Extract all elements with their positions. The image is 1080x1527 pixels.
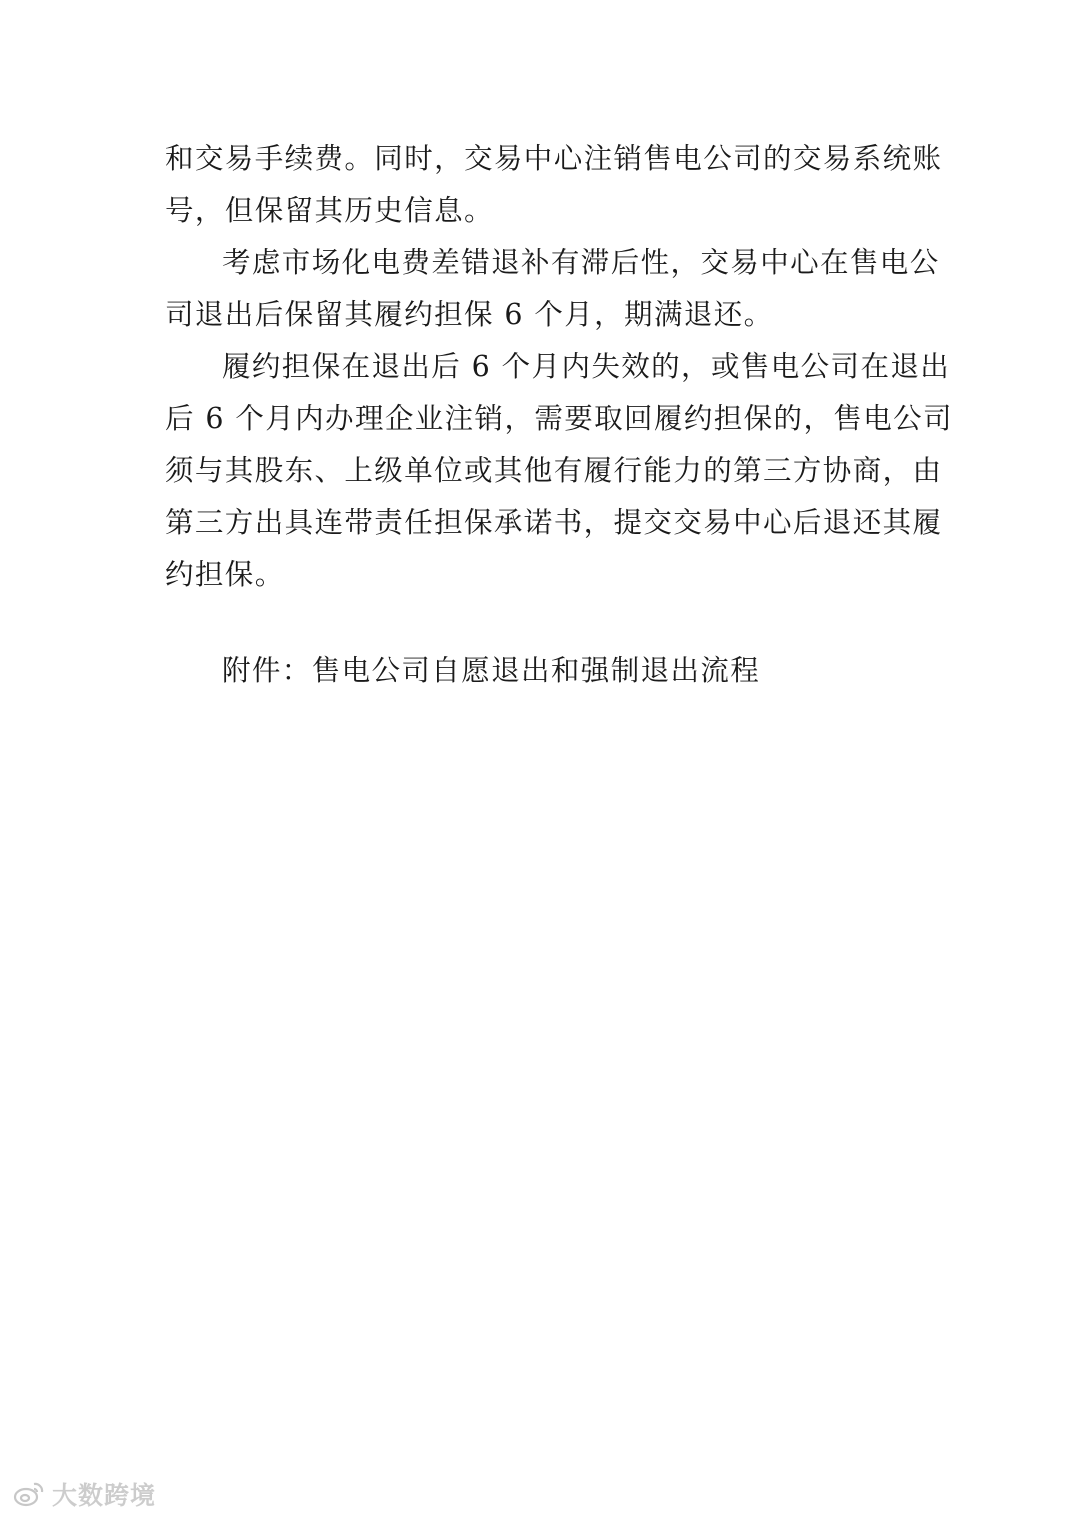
paragraph-3 (165, 341, 953, 601)
paragraph-line: 和交易手续费。同时，交易中心注销售电公司的交易系统账 (165, 142, 943, 175)
paragraph-line: 第三方出具连带责任担保承诺书，提交交易中心后退还其履 (165, 506, 943, 539)
paragraph-line: 履约担保在退出后 6 个月内失效的，或售电公司在退出 (222, 350, 951, 383)
attachment-line: 附件：售电公司自愿退出和强制退出流程 (222, 654, 761, 687)
weibo-logo-icon (12, 1480, 46, 1508)
paragraph-line: 约担保。 (165, 558, 285, 591)
document-body (165, 133, 953, 697)
paragraph-line: 后 6 个月内办理企业注销，需要取回履约担保的，售电公司 (165, 402, 953, 435)
paragraph-gap (165, 601, 917, 645)
paragraph-1 (165, 133, 943, 237)
watermark-text: 大数跨境 (52, 1481, 157, 1510)
paragraph-line: 司退出后保留其履约担保 6 个月，期满退还。 (165, 298, 774, 331)
paragraph-line: 须与其股东、上级单位或其他有履行能力的第三方协商，由 (165, 454, 943, 487)
paragraph-line: 考虑市场化电费差错退补有滞后性，交易中心在售电公 (222, 246, 940, 279)
paragraph-2 (165, 237, 940, 341)
paragraph-line: 号，但保留其历史信息。 (165, 194, 494, 227)
watermark (12, 1476, 156, 1512)
